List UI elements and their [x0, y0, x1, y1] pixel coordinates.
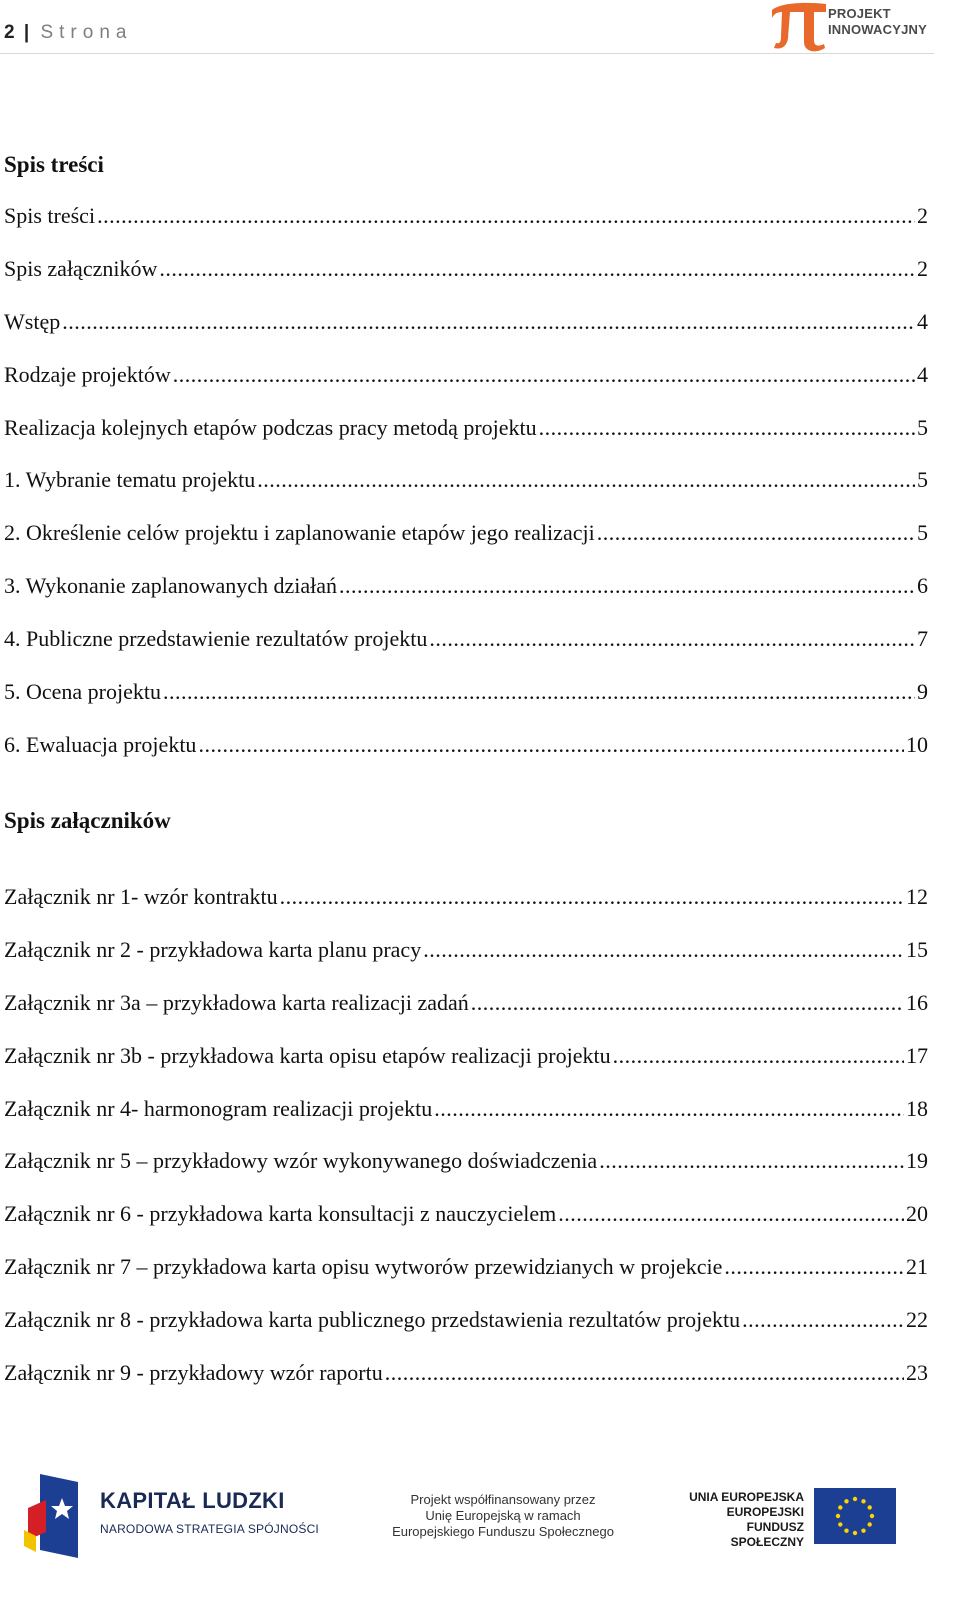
attachment-entry-page: 15 — [906, 937, 928, 962]
toc-entry-label: 5. Ocena projektu — [4, 679, 161, 704]
kapital-ludzki-subtitle: NARODOWA STRATEGIA SPÓJNOŚCI — [100, 1522, 319, 1536]
attachment-entry[interactable] — [4, 1096, 928, 1126]
dot-leader — [62, 309, 915, 335]
dot-leader — [597, 520, 915, 546]
kapital-ludzki-emblem-icon — [22, 1470, 82, 1560]
toc-entry-page: 6 — [917, 573, 928, 598]
dot-leader — [613, 1043, 904, 1069]
eu-star-icon — [870, 1514, 874, 1518]
dot-leader — [159, 256, 915, 282]
attachment-entry-page: 19 — [906, 1148, 928, 1173]
toc-entry-label: 1. Wybranie tematu projektu — [4, 467, 256, 492]
toc-entry-page: 7 — [917, 626, 928, 651]
eu-fund-label — [686, 1490, 804, 1550]
toc-entry-page: 5 — [917, 520, 928, 545]
attachment-entry-label: Załącznik nr 3a – przykładowa karta realizacji zadań — [4, 990, 469, 1015]
toc-entry[interactable] — [4, 573, 928, 603]
toc-entry-label: 3. Wykonanie zaplanowanych działań — [4, 573, 338, 598]
eu-star-icon — [844, 1499, 848, 1503]
kapital-ludzki-title: KAPITAŁ LUDZKI — [100, 1488, 285, 1513]
attachment-entry[interactable] — [4, 1307, 928, 1337]
toc-entry-label: Spis załączników — [4, 256, 158, 281]
eu-star-icon — [836, 1514, 840, 1518]
toc-entry-page: 2 — [917, 256, 928, 281]
attachment-entry-page: 12 — [906, 884, 928, 909]
toc-entry-label: 6. Ewaluacja projektu — [4, 732, 197, 757]
attachment-entry[interactable] — [4, 884, 928, 914]
toc-entry[interactable] — [4, 467, 928, 497]
cofinancing-line: Unię Europejską w ramach — [425, 1508, 581, 1523]
eu-star-icon — [868, 1505, 872, 1509]
toc-entry[interactable] — [4, 520, 928, 550]
toc-entry[interactable] — [4, 362, 928, 392]
header-divider — [0, 53, 934, 54]
eu-flag-icon — [814, 1488, 896, 1544]
toc-entry-label: Spis treści — [4, 203, 96, 228]
toc-entry-label: Wstęp — [4, 309, 61, 334]
dot-leader — [724, 1254, 904, 1280]
dot-leader — [173, 362, 915, 388]
eu-star-icon — [838, 1522, 842, 1526]
attachment-entry[interactable] — [4, 1148, 928, 1178]
eu-fund-line: EUROPEJSKI — [726, 1505, 804, 1519]
dot-leader — [429, 626, 915, 652]
cofinancing-line: Projekt współfinansowany przez — [410, 1492, 596, 1507]
eu-fund-line: UNIA EUROPEJSKA — [689, 1490, 804, 1504]
dot-leader — [339, 573, 915, 599]
page-footer — [0, 1460, 960, 1614]
attachment-entry-page: 22 — [906, 1307, 928, 1332]
pi-logo-text-line2: INNOWACYJNY — [828, 22, 927, 37]
toc-entry-page: 9 — [917, 679, 928, 704]
eu-fund-line: FUNDUSZ SPOŁECZNY — [730, 1520, 804, 1549]
pi-logo-text — [828, 6, 927, 38]
attachment-entry-label: Załącznik nr 3b - przykładowa karta opisu etapów realizacji projektu — [4, 1043, 611, 1068]
toc-entry[interactable] — [4, 732, 928, 762]
toc-entry[interactable] — [4, 256, 928, 286]
toc-entry-page: 5 — [917, 415, 928, 440]
toc-entry-page: 2 — [917, 203, 928, 228]
cofinancing-note — [380, 1492, 626, 1540]
toc-entry-page: 10 — [906, 732, 928, 757]
page-header — [0, 0, 960, 56]
eu-star-icon — [853, 1531, 857, 1535]
attachment-entry[interactable] — [4, 1360, 928, 1390]
attachment-entry[interactable] — [4, 1254, 928, 1284]
dot-leader — [599, 1148, 904, 1174]
toc-entry[interactable] — [4, 626, 928, 656]
dot-leader — [280, 884, 904, 910]
toc-entry-label: 2. Określenie celów projektu i zaplanowanie etapów jego realizacji — [4, 520, 595, 545]
dot-leader — [434, 1096, 904, 1122]
toc-entry-label: 4. Publiczne przedstawienie rezultatów projektu — [4, 626, 428, 651]
page-word: Strona — [40, 22, 133, 43]
eu-star-icon — [868, 1522, 872, 1526]
eu-star-icon — [844, 1529, 848, 1533]
dot-leader — [423, 937, 904, 963]
attachment-entry-page: 20 — [906, 1201, 928, 1226]
attachment-entry[interactable] — [4, 937, 928, 967]
attachment-entry-page: 18 — [906, 1096, 928, 1121]
toc-entry-page: 4 — [917, 362, 928, 387]
page-number-separator: | — [23, 22, 31, 43]
dot-leader — [471, 990, 904, 1016]
toc-entry[interactable] — [4, 415, 928, 445]
attachment-entry-page: 17 — [906, 1043, 928, 1068]
attachment-entry-label: Załącznik nr 1- wzór kontraktu — [4, 884, 278, 909]
toc-entry-label: Realizacja kolejnych etapów podczas pracy metodą projektu — [4, 415, 537, 440]
dot-leader — [558, 1201, 904, 1227]
attachments-heading: Spis załączników — [4, 808, 171, 833]
toc-entry-page: 5 — [917, 467, 928, 492]
dot-leader — [97, 203, 915, 229]
attachment-entry[interactable] — [4, 1201, 928, 1231]
dot-leader — [257, 467, 915, 493]
pi-logo-text-line1: PROJEKT — [828, 6, 891, 21]
toc-entry[interactable] — [4, 203, 928, 233]
attachment-entry-page: 16 — [906, 990, 928, 1015]
dot-leader — [163, 679, 915, 705]
attachment-entry-label: Załącznik nr 4- harmonogram realizacji projektu — [4, 1096, 433, 1121]
eu-star-icon — [861, 1499, 865, 1503]
attachment-entry-label: Załącznik nr 6 - przykładowa karta konsultacji z nauczycielem — [4, 1201, 557, 1226]
toc-entry[interactable] — [4, 679, 928, 709]
cofinancing-line: Europejskiego Funduszu Społecznego — [392, 1524, 614, 1539]
dot-leader — [198, 732, 904, 758]
attachment-entry[interactable] — [4, 990, 928, 1020]
toc-entry-page: 4 — [917, 309, 928, 334]
attachment-entry-label: Załącznik nr 9 - przykładowy wzór raportu — [4, 1360, 383, 1385]
eu-star-icon — [838, 1505, 842, 1509]
toc-heading: Spis treści — [4, 152, 104, 177]
attachment-entry-label: Załącznik nr 8 - przykładowa karta publicznego przedstawienia rezultatów projektu — [4, 1307, 741, 1332]
page-number-label — [4, 22, 132, 44]
attachment-entry-page: 21 — [906, 1254, 928, 1279]
toc-entry-label: Rodzaje projektów — [4, 362, 171, 387]
eu-star-icon — [861, 1529, 865, 1533]
page-number: 2 — [4, 22, 16, 43]
attachment-entry[interactable] — [4, 1043, 928, 1073]
attachment-entry-label: Załącznik nr 7 – przykładowa karta opisu wytworów przewidzianych w projekcie — [4, 1254, 723, 1279]
attachment-entry-label: Załącznik nr 2 - przykładowa karta planu pracy — [4, 937, 422, 962]
attachment-entry-page: 23 — [906, 1360, 928, 1385]
dot-leader — [742, 1307, 904, 1333]
dot-leader — [385, 1360, 904, 1386]
attachment-entry-label: Załącznik nr 5 – przykładowy wzór wykonywanego doświadczenia — [4, 1148, 598, 1173]
eu-star-icon — [853, 1497, 857, 1501]
dot-leader — [539, 415, 915, 441]
toc-entry[interactable] — [4, 309, 928, 339]
